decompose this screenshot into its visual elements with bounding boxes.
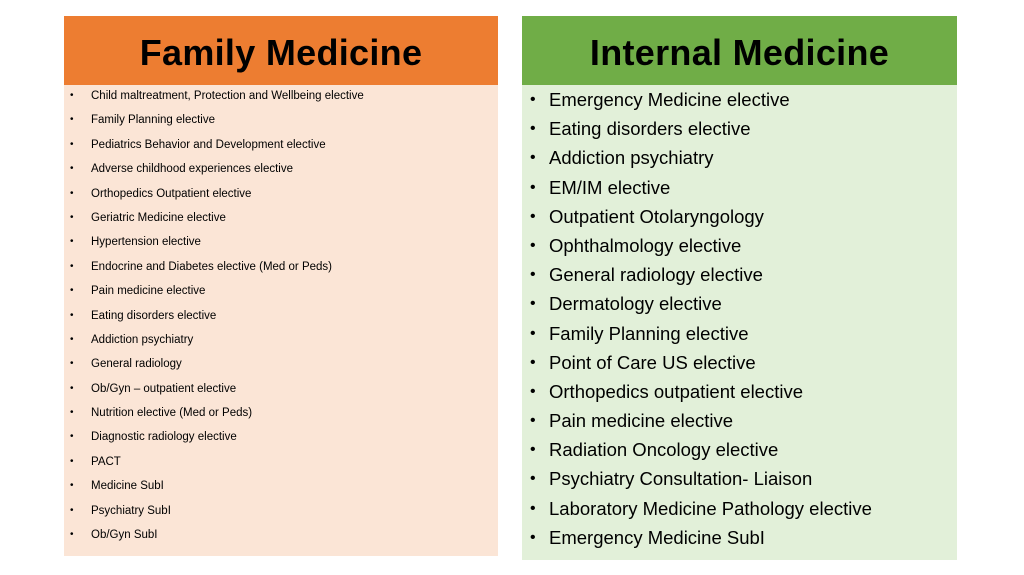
list-item-label: Radiation Oncology elective (549, 439, 779, 461)
list-item (64, 260, 498, 284)
family-medicine-header (64, 16, 498, 85)
list-item (64, 89, 498, 113)
list-item-label: Psychiatry Consultation- Liaison (549, 468, 813, 490)
list-item-label: Orthopedics Outpatient elective (91, 187, 252, 200)
family-medicine-panel (64, 16, 498, 556)
internal-medicine-title: Internal Medicine (589, 31, 890, 73)
bullet-icon: • (70, 285, 74, 297)
list-item (522, 466, 957, 495)
bullet-icon: • (70, 90, 74, 101)
bullet-icon: • (530, 207, 536, 225)
list-item-label: EM/IM elective (549, 176, 671, 198)
list-item (522, 350, 957, 379)
list-item (64, 504, 498, 528)
bullet-icon: • (70, 114, 74, 126)
list-item-label: Family Planning elective (91, 114, 216, 127)
list-item-label: Nutrition elective (Med or Peds) (91, 407, 253, 420)
list-item (64, 309, 498, 333)
list-item (64, 211, 498, 235)
list-item (522, 496, 957, 525)
list-item-label: Addiction psychiatry (91, 333, 194, 346)
bullet-icon: • (70, 480, 74, 492)
bullet-icon: • (70, 455, 74, 467)
list-item (64, 113, 498, 137)
bullet-icon: • (530, 324, 536, 342)
internal-medicine-header (522, 16, 957, 85)
list-item-label: Geriatric Medicine elective (91, 211, 226, 224)
list-item (64, 479, 498, 503)
list-item-label: Pain medicine elective (549, 410, 734, 432)
bullet-icon: • (530, 91, 536, 108)
list-item (522, 525, 957, 554)
list-item (522, 116, 957, 145)
bullet-icon: • (530, 441, 536, 459)
list-item-label: Orthopedics outpatient elective (549, 380, 804, 402)
list-item-label: Eating disorders elective (91, 309, 217, 322)
list-item-label: Psychiatry SubI (91, 504, 171, 517)
list-item (522, 437, 957, 466)
list-item-label: Ob/Gyn – outpatient elective (91, 382, 237, 395)
list-item (64, 406, 498, 430)
bullet-icon: • (530, 266, 536, 284)
list-item-label: Emergency Medicine elective (549, 89, 790, 110)
bullet-icon: • (70, 309, 74, 321)
bullet-icon: • (530, 295, 536, 313)
list-item-label: Dermatology elective (549, 293, 722, 315)
list-item-label: Ophthalmology elective (549, 234, 742, 256)
list-item (522, 204, 957, 233)
bullet-icon: • (530, 120, 536, 138)
bullet-icon: • (530, 412, 536, 430)
list-item (64, 333, 498, 357)
bullet-icon: • (70, 407, 74, 419)
bullet-icon: • (70, 431, 74, 443)
bullet-icon: • (70, 382, 74, 394)
list-item (522, 408, 957, 437)
bullet-icon: • (530, 178, 536, 196)
family-medicine-title: Family Medicine (139, 31, 423, 73)
bullet-icon: • (70, 138, 74, 150)
bullet-icon: • (530, 236, 536, 254)
bullet-icon: • (530, 149, 536, 167)
list-item-label: Addiction psychiatry (549, 147, 714, 169)
list-item-label: Laboratory Medicine Pathology elective (549, 497, 872, 519)
list-item-label: Pain medicine elective (91, 285, 206, 298)
list-item-label: General radiology (91, 358, 182, 371)
list-item (64, 455, 498, 479)
list-item (64, 284, 498, 308)
list-item (64, 430, 498, 454)
list-item (64, 235, 498, 259)
bullet-icon: • (530, 470, 536, 488)
list-item (522, 175, 957, 204)
list-item (64, 187, 498, 211)
list-item (522, 87, 957, 116)
list-item-label: Emergency Medicine SubI (549, 526, 765, 548)
bullet-icon: • (70, 187, 74, 199)
list-item-label: Eating disorders elective (549, 118, 751, 140)
bullet-icon: • (70, 333, 74, 345)
bullet-icon: • (530, 382, 536, 400)
bullet-icon: • (70, 211, 74, 223)
list-item-label: Family Planning elective (549, 322, 749, 344)
list-item (522, 233, 957, 262)
bullet-icon: • (70, 358, 74, 370)
internal-medicine-list (522, 85, 957, 554)
list-item-label: PACT (91, 455, 121, 468)
list-item-label: General radiology elective (549, 264, 763, 286)
list-item (64, 382, 498, 406)
list-item-label: Outpatient Otolaryngology (549, 205, 764, 227)
bullet-icon: • (70, 163, 74, 175)
bullet-icon: • (530, 499, 536, 517)
list-item-label: Ob/Gyn SubI (91, 529, 158, 542)
bullet-icon: • (70, 260, 74, 272)
list-item (522, 262, 957, 291)
list-item (522, 145, 957, 174)
list-item (522, 379, 957, 408)
list-item (64, 357, 498, 381)
internal-medicine-panel (522, 16, 957, 560)
list-item (522, 291, 957, 320)
list-item-label: Adverse childhood experiences elective (91, 163, 294, 176)
list-item (64, 138, 498, 162)
list-item (64, 528, 498, 552)
list-item-label: Child maltreatment, Protection and Wellbeing elective (91, 90, 364, 102)
bullet-icon: • (70, 529, 74, 541)
list-item-label: Endocrine and Diabetes elective (Med or Peds) (91, 260, 332, 273)
family-medicine-list (64, 85, 498, 552)
bullet-icon: • (70, 236, 74, 248)
list-item (522, 321, 957, 350)
list-item-label: Medicine SubI (91, 480, 164, 493)
list-item-label: Point of Care US elective (549, 351, 756, 373)
bullet-icon: • (70, 504, 74, 516)
bullet-icon: • (530, 528, 536, 546)
list-item-label: Diagnostic radiology elective (91, 431, 237, 444)
list-item-label: Pediatrics Behavior and Development elective (91, 138, 326, 151)
list-item-label: Hypertension elective (91, 236, 201, 249)
bullet-icon: • (530, 353, 536, 371)
list-item (64, 162, 498, 186)
